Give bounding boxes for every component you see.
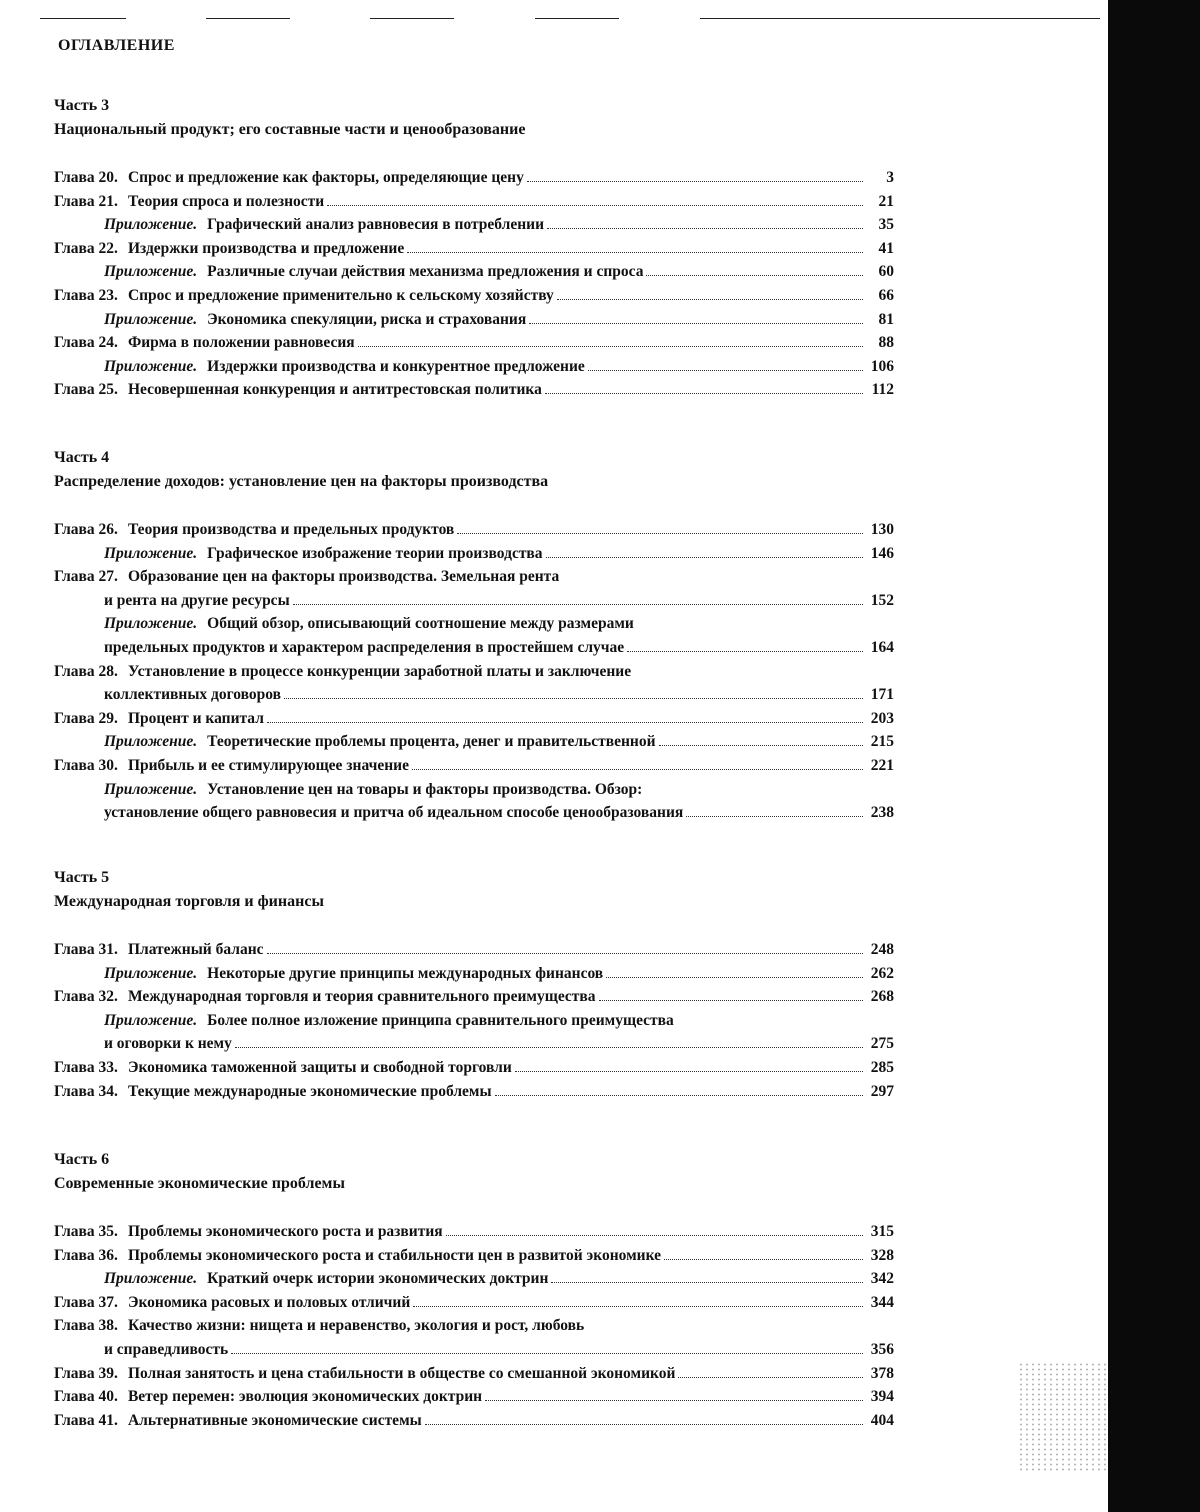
toc-appendix-entry (54, 1009, 894, 1033)
dot-leader (413, 1292, 863, 1307)
page-number: 262 (870, 964, 894, 982)
chapter-number: Глава 29. (54, 709, 118, 727)
entry-title-continuation: и рента на другие ресурсы (104, 591, 290, 609)
chapter-number: Глава 23. (54, 286, 118, 304)
chapter-title: Экономика расовых и половых отличий (127, 1293, 411, 1311)
appendix-label: Приложение. (104, 1011, 198, 1029)
dot-leader (267, 708, 863, 723)
chapter-number: Глава 41. (54, 1411, 118, 1429)
page-number: 297 (870, 1082, 894, 1100)
appendix-title: Издержки производства и конкурентное предложение (207, 357, 585, 375)
dot-leader (529, 309, 863, 324)
page-number: 130 (870, 521, 894, 538)
page-number: 356 (870, 1340, 894, 1358)
chapter-title: Спрос и предложение как факторы, определяющие цену (127, 169, 524, 186)
page-number: 60 (878, 263, 894, 281)
dot-leader (547, 214, 863, 229)
top-rule (370, 18, 454, 19)
chapter-number: Глава 38. (54, 1317, 118, 1335)
page-number: 66 (878, 286, 894, 304)
page-number: 21 (878, 192, 894, 210)
top-rule (700, 18, 1100, 19)
part-6-section (54, 1148, 894, 1432)
toc-entries (54, 518, 894, 825)
page-number: 268 (870, 988, 894, 1006)
toc-entries (54, 166, 894, 402)
toc-chapter-entry (54, 938, 894, 962)
chapter-number: Глава 40. (54, 1388, 118, 1406)
top-rule (206, 18, 290, 19)
chapter-title: Спрос и предложение применительно к сельскому хозяйству (127, 286, 554, 304)
part-title: Национальный продукт; его составные части и ценообразование (54, 121, 526, 138)
chapter-title: Теория спроса и полезности (127, 192, 325, 210)
chapter-title: Ветер перемен: эволюция экономических доктрин (127, 1388, 483, 1406)
page-number: 106 (870, 357, 894, 375)
page-number: 315 (870, 1223, 894, 1240)
chapter-title: Прибыль и ее стимулирующее значение (127, 756, 409, 774)
appendix-label: Приложение. (104, 733, 198, 751)
chapter-title: Процент и капитал (127, 709, 264, 727)
dot-leader (606, 963, 863, 978)
dot-leader (557, 285, 863, 300)
dot-leader (495, 1081, 863, 1096)
page-number: 3 (886, 169, 894, 186)
toc-appendix-entry (54, 355, 894, 379)
toc-appendix-entry (54, 612, 894, 636)
part-label: Часть 3 (54, 97, 110, 114)
toc-continuation-line (54, 589, 894, 613)
toc-chapter-entry (54, 1409, 894, 1433)
dot-leader (527, 167, 863, 182)
page-number: 35 (878, 216, 894, 234)
toc-chapter-entry (54, 190, 894, 214)
dot-leader (293, 590, 863, 605)
page-number: 248 (870, 941, 894, 958)
dot-leader (599, 986, 863, 1001)
appendix-title: Экономика спекуляции, риска и страхования (207, 310, 527, 328)
dot-leader (235, 1033, 863, 1048)
chapter-number: Глава 24. (54, 334, 118, 352)
chapter-number: Глава 36. (54, 1246, 118, 1264)
page-number: 215 (870, 733, 894, 751)
chapter-number: Глава 27. (54, 568, 118, 586)
chapter-number: Глава 35. (54, 1223, 118, 1240)
part-gap (54, 914, 894, 938)
dot-leader (659, 731, 863, 746)
page-number: 328 (870, 1246, 894, 1264)
toc-continuation-line (54, 801, 894, 825)
appendix-title: Краткий очерк истории экономических доктрин (207, 1270, 549, 1288)
page-title: ОГЛАВЛЕНИЕ (58, 37, 175, 54)
toc-entries (54, 938, 894, 1103)
page-number: 344 (870, 1293, 894, 1311)
chapter-title: Образование цен на факторы производства. Земельная рента (127, 568, 560, 586)
chapter-number: Глава 21. (54, 192, 118, 210)
part-gap (54, 1196, 894, 1220)
dot-leader (515, 1057, 863, 1072)
toc-continuation-line (54, 683, 894, 707)
toc-appendix-entry (54, 962, 894, 986)
chapter-title: Проблемы экономического роста и развития (127, 1223, 443, 1240)
page-number: 238 (870, 804, 894, 822)
part-5-section (54, 866, 894, 1103)
chapter-title: Платежный баланс (127, 941, 264, 958)
entry-title-continuation: установление общего равновесия и притча об идеальном способе ценообразования (104, 804, 684, 822)
toc-appendix-entry (54, 260, 894, 284)
chapter-title: Альтернативные экономические системы (127, 1411, 422, 1429)
chapter-number: Глава 25. (54, 381, 118, 399)
page-number: 404 (870, 1411, 894, 1429)
toc-chapter-entry (54, 754, 894, 778)
chapter-number: Глава 39. (54, 1364, 118, 1382)
dot-leader (327, 191, 863, 206)
page-number: 171 (870, 686, 894, 704)
entry-title-continuation: коллективных договоров (104, 686, 282, 704)
part-3-section (54, 94, 894, 402)
part-4-section (54, 446, 894, 825)
toc-appendix-entry (54, 308, 894, 332)
chapter-number: Глава 30. (54, 756, 118, 774)
page-number: 81 (878, 310, 894, 328)
chapter-number: Глава 20. (54, 169, 118, 186)
page-number: 285 (870, 1058, 894, 1076)
dot-leader (412, 755, 863, 770)
appendix-label: Приложение. (104, 780, 198, 798)
page-number: 112 (871, 381, 894, 399)
appendix-title: Теоретические проблемы процента, денег и правительственной (207, 733, 656, 751)
dot-leader (646, 261, 863, 276)
toc-chapter-entry (54, 707, 894, 731)
dot-leader (627, 637, 863, 652)
toc-chapter-entry (54, 1314, 894, 1338)
dot-leader (425, 1410, 863, 1425)
chapter-number: Глава 31. (54, 941, 118, 958)
toc-appendix-entry (54, 542, 894, 566)
toc-chapter-entry (54, 1056, 894, 1080)
dot-leader (457, 519, 863, 534)
chapter-title: Качество жизни: нищета и неравенство, экология и рост, любовь (127, 1317, 585, 1335)
part-title: Международная торговля и финансы (54, 893, 324, 910)
toc-chapter-entry (54, 166, 894, 190)
chapter-title: Издержки производства и предложение (127, 239, 405, 257)
chapter-title: Экономика таможенной защиты и свободной торговли (127, 1058, 512, 1076)
toc-chapter-entry (54, 1220, 894, 1244)
chapter-number: Глава 33. (54, 1058, 118, 1076)
toc-chapter-entry (54, 331, 894, 355)
appendix-label: Приложение. (104, 263, 198, 281)
dot-leader (485, 1386, 863, 1401)
entry-title-continuation: и оговорки к нему (104, 1035, 232, 1053)
toc-chapter-entry (54, 985, 894, 1009)
page-number: 394 (870, 1388, 894, 1406)
chapter-title: Теория производства и предельных продуктов (127, 521, 455, 538)
dot-leader (678, 1363, 863, 1378)
appendix-label: Приложение. (104, 310, 198, 328)
page-number: 221 (870, 756, 894, 774)
part-gap (54, 494, 894, 518)
appendix-title: Графическое изображение теории производства (207, 544, 543, 562)
page-number: 342 (870, 1270, 894, 1288)
appendix-title: Некоторые другие принципы международных финансов (207, 964, 604, 982)
dot-leader (686, 802, 863, 817)
appendix-title: Установление цен на товары и факторы производства. Обзор: (207, 780, 643, 798)
dot-leader (664, 1245, 863, 1260)
toc-appendix-entry (54, 1267, 894, 1291)
appendix-label: Приложение. (104, 1270, 198, 1288)
toc-appendix-entry (54, 213, 894, 237)
toc-appendix-entry (54, 778, 894, 802)
dot-leader (358, 332, 863, 347)
appendix-label: Приложение. (104, 544, 198, 562)
dot-leader (231, 1339, 863, 1354)
toc-chapter-entry (54, 1385, 894, 1409)
appendix-label: Приложение. (104, 216, 198, 234)
dot-leader (546, 543, 863, 558)
appendix-title: Графический анализ равновесия в потреблении (207, 216, 545, 234)
chapter-number: Глава 22. (54, 239, 118, 257)
page-number: 146 (870, 544, 894, 562)
scan-noise (1018, 1362, 1108, 1472)
page-number: 378 (870, 1364, 894, 1382)
chapter-title: Фирма в положении равновесия (127, 334, 355, 352)
page-number: 275 (870, 1035, 894, 1053)
dot-leader (446, 1221, 863, 1236)
entry-title-continuation: и справедливость (104, 1340, 229, 1358)
toc-continuation-line (54, 636, 894, 660)
chapter-title: Несовершенная конкуренция и антитрестовская политика (127, 381, 542, 399)
entry-title-continuation: предельных продуктов и характером распределения в простейшем случае (104, 638, 625, 656)
toc-chapter-entry (54, 1080, 894, 1104)
appendix-label: Приложение. (104, 357, 198, 375)
appendix-label: Приложение. (104, 964, 198, 982)
dot-leader (545, 379, 863, 394)
toc-chapter-entry (54, 1244, 894, 1268)
chapter-number: Глава 34. (54, 1082, 118, 1100)
scan-edge-shadow (1108, 0, 1200, 1512)
part-label: Часть 6 (54, 1151, 110, 1168)
chapter-number: Глава 26. (54, 521, 118, 538)
appendix-label: Приложение. (104, 615, 198, 633)
appendix-title: Более полное изложение принципа сравнительного преимущества (207, 1011, 674, 1029)
top-rule (535, 18, 619, 19)
dot-leader (284, 684, 863, 699)
page-number: 164 (870, 638, 894, 656)
toc-continuation-line (54, 1338, 894, 1362)
toc-chapter-entry (54, 378, 894, 402)
page-number: 88 (878, 334, 894, 352)
chapter-number: Глава 28. (54, 662, 118, 680)
dot-leader (551, 1268, 863, 1283)
chapter-number: Глава 37. (54, 1293, 118, 1311)
part-title: Распределение доходов: установление цен на факторы производства (54, 473, 549, 490)
dot-leader (267, 939, 863, 954)
part-title: Современные экономические проблемы (54, 1175, 345, 1192)
part-label: Часть 4 (54, 449, 110, 466)
toc-continuation-line (54, 1032, 894, 1056)
toc-chapter-entry (54, 660, 894, 684)
page-number: 203 (870, 709, 894, 727)
toc-chapter-entry (54, 1291, 894, 1315)
toc-chapter-entry (54, 1362, 894, 1386)
chapter-number: Глава 32. (54, 988, 118, 1006)
page-number: 41 (878, 239, 894, 257)
page-number: 152 (870, 591, 894, 609)
toc-chapter-entry (54, 284, 894, 308)
dot-leader (407, 238, 863, 253)
toc-chapter-entry (54, 518, 894, 542)
appendix-title: Различные случаи действия механизма предложения и спроса (207, 263, 644, 281)
part-gap (54, 142, 894, 166)
toc-appendix-entry (54, 730, 894, 754)
chapter-title: Полная занятость и цена стабильности в обществе со смешанной экономикой (127, 1364, 676, 1382)
chapter-title: Текущие международные экономические проблемы (127, 1082, 492, 1100)
top-rule (40, 18, 126, 19)
part-label: Часть 5 (54, 869, 110, 886)
toc-chapter-entry (54, 565, 894, 589)
toc-chapter-entry (54, 237, 894, 261)
dot-leader (588, 356, 863, 371)
chapter-title: Установление в процессе конкуренции заработной платы и заключение (127, 662, 632, 680)
chapter-title: Проблемы экономического роста и стабильности цен в развитой экономике (127, 1246, 661, 1264)
chapter-title: Международная торговля и теория сравнительного преимущества (127, 988, 596, 1006)
appendix-title: Общий обзор, описывающий соотношение между размерами (207, 615, 634, 633)
toc-entries (54, 1220, 894, 1432)
